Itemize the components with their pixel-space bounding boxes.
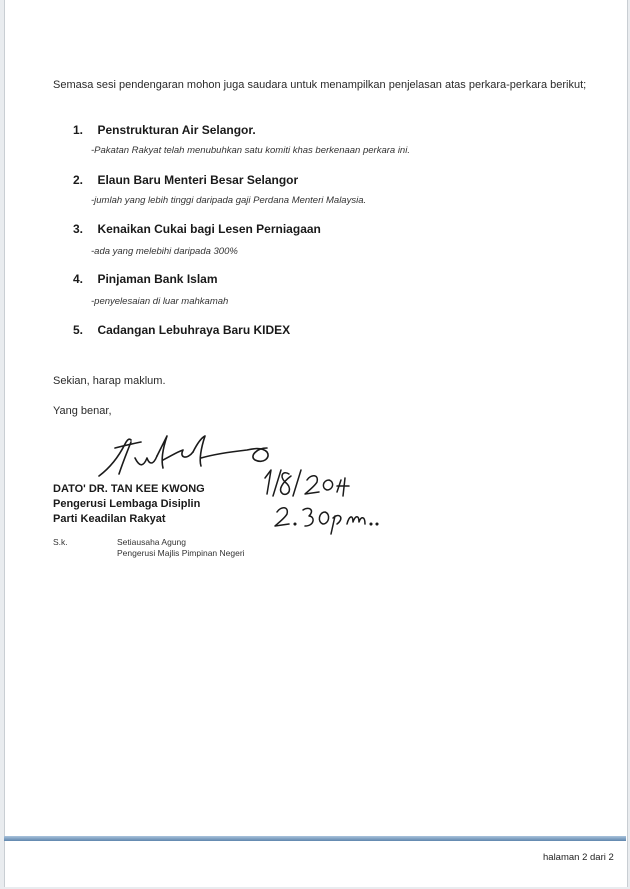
list-item (73, 121, 256, 139)
sk-recipients (117, 537, 245, 559)
list-item (73, 220, 321, 238)
signatory-role: Pengerusi Lembaga Disiplin (53, 498, 201, 510)
item-number: 3. (73, 222, 84, 236)
salutation-line: Yang benar, (53, 405, 112, 417)
item-title: Elaun Baru Menteri Besar Selangor (97, 173, 299, 187)
footer-divider (4, 836, 626, 841)
document-page (4, 0, 628, 887)
item-number: 4. (73, 272, 84, 286)
page-number: halaman 2 dari 2 (543, 852, 614, 863)
sk-recipient: Setiausaha Agung (117, 537, 187, 547)
item-note: -jumlah yang lebih tinggi daripada gaji Perdana Menteri Malaysia. (91, 195, 367, 206)
item-title: Penstrukturan Air Selangor. (97, 123, 256, 137)
item-number: 5. (73, 323, 84, 337)
signatory-name: DATO' DR. TAN KEE KWONG (53, 483, 205, 495)
list-item (73, 171, 298, 189)
item-title: Cadangan Lebuhraya Baru KIDEX (97, 323, 291, 337)
item-note: -ada yang melebihi daripada 300% (91, 246, 238, 257)
item-title: Kenaikan Cukai bagi Lesen Perniagaan (97, 222, 321, 236)
signatory-org: Parti Keadilan Rakyat (53, 513, 166, 525)
closing-line: Sekian, harap maklum. (53, 375, 166, 387)
sk-label: S.k. (53, 537, 68, 547)
list-item (73, 321, 290, 339)
item-number: 1. (73, 123, 84, 137)
item-title: Pinjaman Bank Islam (97, 272, 218, 286)
item-number: 2. (73, 173, 84, 187)
sk-recipient: Pengerusi Majlis Pimpinan Negeri (117, 548, 245, 558)
item-note: -penyelesaian di luar mahkamah (91, 296, 229, 307)
item-note: -Pakatan Rakyat telah menubuhkan satu komiti khas berkenaan perkara ini. (91, 145, 410, 156)
list-item (73, 270, 218, 288)
signatory-block (53, 482, 205, 527)
intro-paragraph: Semasa sesi pendengaran mohon juga saudara untuk menampilkan penjelasan atas perkara-perkara berikut; (53, 79, 587, 91)
